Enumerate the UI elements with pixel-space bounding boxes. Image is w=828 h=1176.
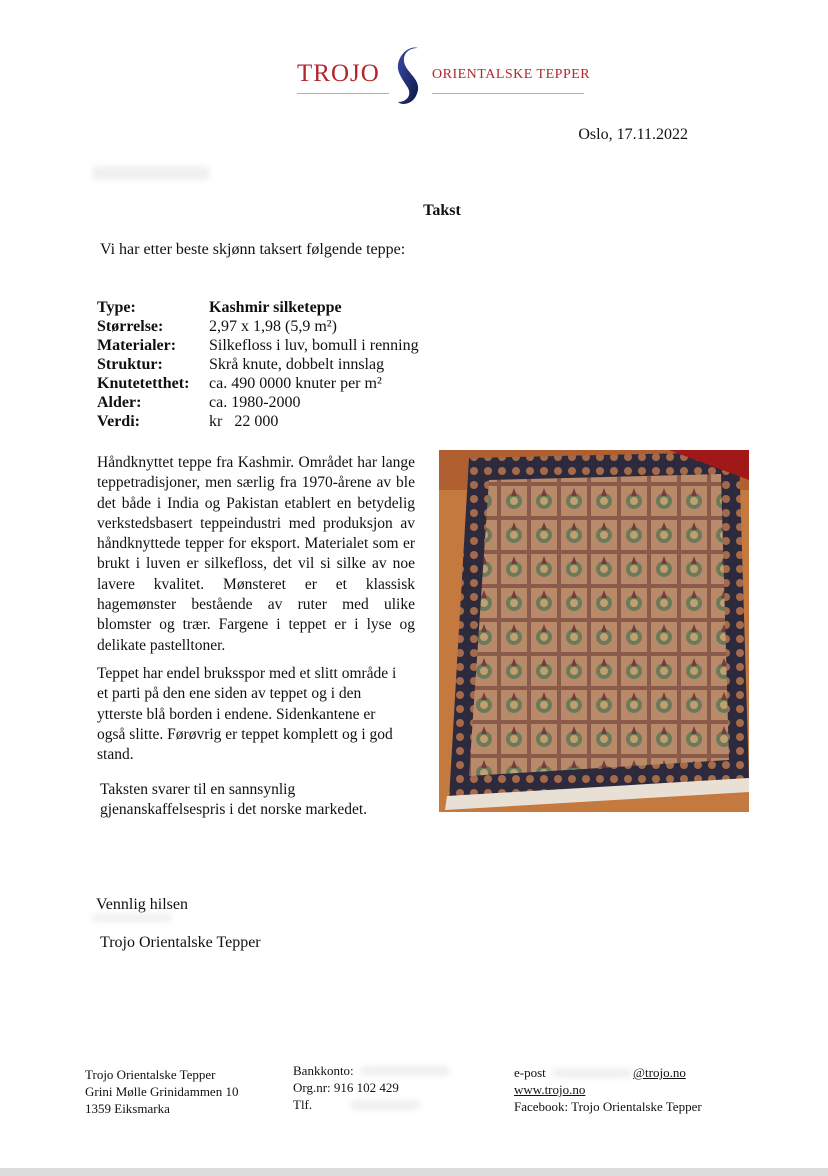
spec-label: Materialer: bbox=[97, 337, 177, 354]
redacted-recipient bbox=[92, 166, 210, 180]
spec-label: Type: bbox=[97, 299, 136, 316]
spec-value: Kashmir silketeppe bbox=[209, 299, 342, 316]
spec-row-materials bbox=[97, 336, 419, 355]
footer-company-name: Trojo Orientalske Tepper bbox=[85, 1067, 216, 1082]
footer-email-label: e-post bbox=[514, 1065, 546, 1080]
footer-email-domain: trojo.no bbox=[645, 1065, 686, 1080]
redacted-bank-account bbox=[360, 1066, 450, 1076]
spec-value: Skrå knute, dobbelt innslag bbox=[209, 356, 385, 373]
greeting: Vennlig hilsen bbox=[96, 896, 188, 913]
spec-value: kr 22 000 bbox=[209, 413, 279, 430]
spec-row-size bbox=[97, 317, 419, 336]
logo-divider-left bbox=[297, 93, 389, 94]
spec-label: Alder: bbox=[97, 394, 142, 411]
logo-brand: TROJO bbox=[297, 60, 380, 87]
spec-label: Struktur: bbox=[97, 356, 163, 373]
spec-row-structure bbox=[97, 355, 419, 374]
document-date: Oslo, 17.11.2022 bbox=[578, 126, 688, 143]
spec-label: Knutetetthet: bbox=[97, 375, 190, 392]
spec-value: 2,97 x 1,98 (5,9 m²) bbox=[209, 318, 337, 335]
spec-value: Silkefloss i luv, bomull i renning bbox=[209, 337, 419, 354]
rug-photo bbox=[439, 450, 749, 812]
redacted-email bbox=[552, 1068, 632, 1078]
conclusion-paragraph: Taksten svarer til en sannsynlig gjenanskaffelsespris i det norske markedet. bbox=[100, 781, 368, 819]
footer-website-link[interactable]: www.trojo.no bbox=[514, 1082, 586, 1097]
description-paragraph: Håndknyttet teppe fra Kashmir. Området har lange teppetradisjoner, men særlig fra 1970-årene av ble det både i India og Pakistan etablert en betydelig verkstedsbasert teppeindustri med produksjon av håndknyttede tepper for eksport. Materialet som er brukt i luven er silkefloss, det vil si silke av noe lavere kvalitet. Mønsteret er et klassisk hagemønster bestående av ruter med ulike blomster og trær. Fargene i teppet er i lyse og delikate pastelltoner. bbox=[97, 454, 415, 654]
spec-value: ca. 1980-2000 bbox=[209, 394, 301, 411]
footer-address bbox=[85, 1066, 238, 1117]
signature-company: Trojo Orientalske Tepper bbox=[100, 934, 261, 951]
document-title: Takst bbox=[423, 202, 461, 219]
spec-row-type bbox=[97, 298, 419, 317]
spec-row-age bbox=[97, 393, 419, 412]
spec-row-knot-density bbox=[97, 374, 419, 393]
spec-row-value bbox=[97, 412, 419, 431]
spec-label: Størrelse: bbox=[97, 318, 164, 335]
logo-s-icon bbox=[392, 44, 430, 108]
page-bottom-edge bbox=[0, 1168, 828, 1176]
redacted-signature bbox=[92, 914, 172, 922]
spec-table bbox=[97, 298, 419, 431]
spec-value: ca. 490 0000 knuter per m² bbox=[209, 375, 382, 392]
condition-paragraph: Teppet har endel bruksspor med et slitt område i et parti på den ene siden av teppet og i den ytterste blå borden i endene. Sidenkantene er også slitte. Førøvrig er teppet komplett og i god stand. bbox=[97, 665, 397, 764]
logo-subtitle: ORIENTALSKE TEPPER bbox=[432, 67, 591, 82]
redacted-phone bbox=[350, 1100, 420, 1110]
footer-email-link[interactable]: @trojo.no bbox=[633, 1065, 686, 1080]
footer-phone: Tlf. bbox=[293, 1097, 313, 1112]
intro-text: Vi har etter beste skjønn taksert følgende teppe: bbox=[100, 241, 406, 258]
footer-postal: 1359 Eiksmarka bbox=[85, 1101, 170, 1116]
footer-org-number: Org.nr: 916 102 429 bbox=[293, 1080, 399, 1095]
logo-divider-right bbox=[432, 93, 584, 94]
spec-label: Verdi: bbox=[97, 413, 140, 430]
footer-bank-account: Bankkonto: bbox=[293, 1063, 354, 1078]
footer-street: Grini Mølle Grinidammen 10 bbox=[85, 1084, 239, 1099]
footer-facebook: Facebook: Trojo Orientalske Tepper bbox=[514, 1099, 702, 1114]
